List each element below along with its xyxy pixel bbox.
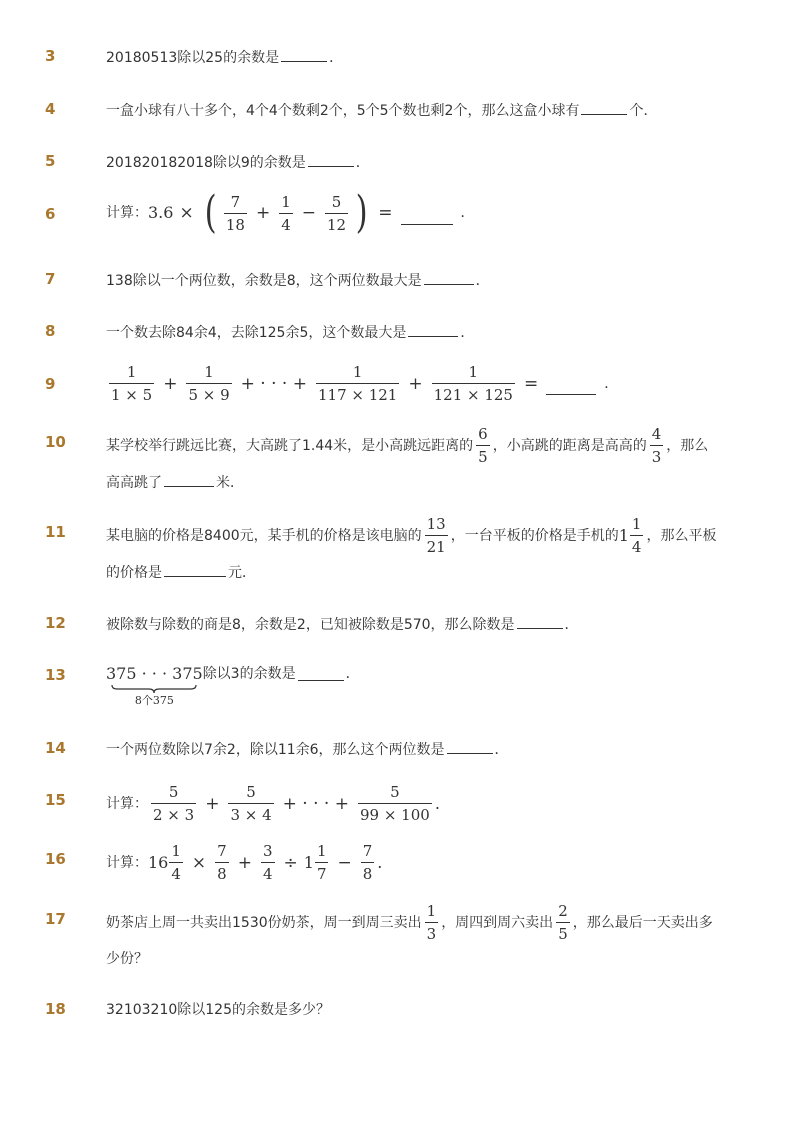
question-end: ． [345, 666, 360, 682]
question-number: 3 [45, 47, 56, 65]
times-sign: × [191, 852, 207, 873]
question-text: 奶茶店上周一共卖出1530份奶茶，周一到周三卖出 [106, 914, 422, 931]
question-number: 13 [45, 666, 66, 684]
plus-sign: + [237, 852, 252, 873]
fraction: $\frac{5}{3 \times 4}$ [230, 783, 272, 824]
fraction: $\frac{1}{5 \times 9}$ [188, 363, 230, 404]
question-end: ． [604, 375, 619, 392]
plus-dots: + · · · + [282, 793, 349, 814]
answer-blank[interactable] [408, 322, 458, 337]
question-end: ． [329, 50, 344, 66]
question-text: ，那么平板 [646, 527, 717, 544]
answer-blank[interactable] [281, 47, 327, 62]
question-text: ，周四到周六卖出 [441, 914, 554, 931]
answer-blank[interactable] [546, 380, 596, 395]
fraction: $\frac{7}{8}$ [217, 842, 227, 883]
answer-blank[interactable] [517, 614, 563, 629]
question-text: 一盒小球有八十多个，4个4个数剩2个，5个5个数也剩2个，那么这盒小球有 [106, 103, 580, 119]
plus-sign: + [255, 203, 271, 223]
question-number: 15 [45, 791, 66, 809]
question-text: 高高跳了 [106, 475, 162, 491]
question-number: 6 [45, 205, 56, 223]
question-number: 10 [45, 433, 66, 451]
question-text: 计算： [106, 795, 148, 812]
question-end: ． [355, 155, 370, 171]
question-text: ，一台平板的价格是手机的 [450, 527, 619, 544]
question-text: 被除数与除数的商是8，余数是2，已知被除数是570，那么除数是 [106, 617, 515, 633]
answer-blank[interactable] [308, 152, 354, 167]
question-text: 138除以一个两位数，余数是8，这个两位数最大是 [106, 273, 422, 289]
question-end: 米． [216, 475, 244, 491]
question-text: 32103210除以125的余数是多少？ [106, 1002, 330, 1018]
question-end: . [377, 852, 383, 872]
question-end: 元． [228, 565, 256, 581]
question-number: 17 [45, 910, 66, 928]
fraction: $\frac{1}{117 \times 121}$ [317, 363, 398, 404]
equals-sign: = [523, 373, 539, 394]
question-end: . [434, 793, 440, 813]
question-number: 4 [45, 100, 56, 118]
question-text: ，那么 [666, 437, 709, 454]
question-text: 某学校举行跳远比赛，大高跳了1.44米，是小高跳远距离的 [106, 437, 474, 454]
minus-sign: − [301, 203, 317, 223]
question-number: 14 [45, 739, 66, 757]
question-text: 某电脑的价格是8400元，某手机的价格是该电脑的 [106, 527, 422, 544]
answer-blank[interactable] [401, 210, 453, 225]
question-number: 5 [45, 152, 56, 170]
equals-sign: = [378, 203, 393, 223]
fraction: $\frac{3}{4}$ [262, 842, 273, 883]
question-text: 20180513除以25的余数是 [106, 50, 280, 66]
question-number: 9 [45, 375, 56, 393]
question-end: ． [494, 742, 509, 758]
question-number: 11 [45, 523, 66, 541]
expr-number: 3.6 [148, 203, 174, 222]
question-end: ． [460, 205, 475, 221]
question-end: ． [475, 273, 490, 289]
minus-sign: − [337, 852, 352, 873]
question-number: 7 [45, 270, 56, 288]
underbrace-number: 375 · · · 375 8个375 [106, 664, 203, 707]
mixed-number: 1 $\frac{1}{7}$ [303, 842, 327, 883]
question-end: ． [564, 617, 579, 633]
left-paren: ( [204, 187, 217, 238]
answer-blank[interactable] [581, 100, 627, 115]
fraction: $\frac{5}{12}$ [327, 192, 347, 234]
fraction: $\frac{1}{1 \times 5}$ [111, 363, 153, 404]
fraction: $\frac{1}{121 \times 125}$ [433, 363, 513, 404]
underbrace-icon [111, 684, 197, 694]
question-text: 的价格是 [106, 565, 162, 581]
fraction: $\frac{5}{2 \times 3}$ [153, 783, 195, 824]
times-sign: × [179, 203, 194, 223]
question-text: ，那么最后一天卖出多 [572, 914, 713, 931]
question-number: 12 [45, 614, 66, 632]
answer-blank[interactable] [424, 270, 474, 285]
fraction: $\frac{13}{21}$ [426, 515, 446, 556]
plus-sign: + [163, 373, 178, 394]
question-text: 201820182018除以9的余数是 [106, 155, 306, 171]
question-text: 计算： [106, 854, 148, 871]
fraction: $\frac{1}{4}$ [281, 192, 291, 234]
question-number: 18 [45, 1000, 66, 1018]
question-text: 少份？ [106, 951, 148, 967]
fraction: $\frac{2}{5}$ [558, 902, 568, 943]
question-number: 8 [45, 322, 56, 340]
question-text: 一个数去除84余4，去除125余5，这个数最大是 [106, 325, 407, 341]
question-text: 一个两位数除以7余2，除以11余6，那么这个两位数是 [106, 742, 445, 758]
fraction: $\frac{4}{3}$ [651, 425, 662, 466]
right-paren: ) [355, 187, 368, 238]
question-number: 16 [45, 850, 66, 868]
mixed-number: 16 $\frac{1}{4}$ [148, 842, 181, 883]
answer-blank[interactable] [447, 739, 493, 754]
question-end: 个． [629, 103, 658, 119]
question-text: ，小高跳的距离是高高的 [492, 437, 647, 454]
fraction: $\frac{5}{99 \times 100}$ [359, 783, 430, 824]
fraction: $\frac{7}{18}$ [225, 192, 245, 234]
plus-sign: + [205, 793, 220, 814]
fraction: $\frac{7}{8}$ [362, 842, 373, 883]
answer-blank[interactable] [164, 472, 214, 487]
question-text: 除以3的余数是 [202, 666, 296, 682]
plus-sign: + [408, 373, 423, 394]
answer-blank[interactable] [164, 562, 226, 577]
divide-sign: ÷ [283, 852, 298, 873]
plus-dots: + · · · + [240, 373, 307, 394]
fraction: $\frac{6}{5}$ [478, 425, 488, 466]
question-end: ． [460, 325, 475, 341]
answer-blank[interactable] [298, 666, 344, 681]
mixed-number: 1 $\frac{1}{4}$ [618, 515, 642, 556]
fraction: $\frac{1}{3}$ [426, 902, 437, 943]
question-text: 计算： [106, 205, 148, 221]
